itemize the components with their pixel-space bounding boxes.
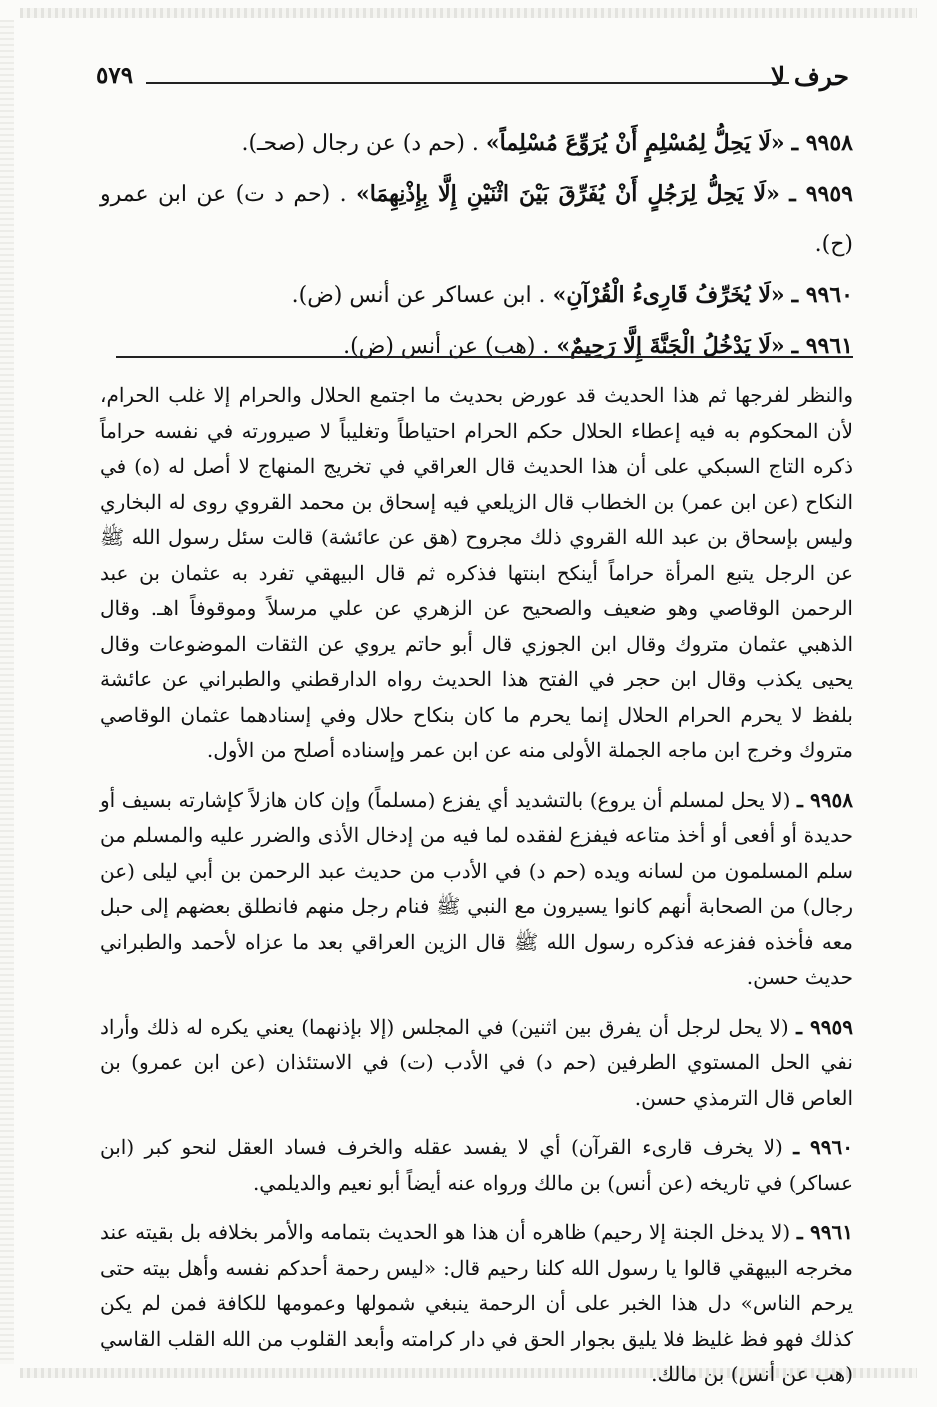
commentary-paragraph xyxy=(100,378,853,769)
commentary-text: (لا يحل لمسلم أن يروع) بالتشديد أي يفزع (مسلماً) وإن كان هازلاً كإشارته بسيف أو حديدة أو أفعى أو أخذ متاعه فيفزع لفقده لما فيه من إدخال الأذى والضرر عليه والمسلم من سلم المسلمون من لسانه ويده (حم د) في الأدب من حديث عبد الرحمن بن أبي ليلى (عن رجال) من الصحابة أنهم كانوا يسيرون مع النبي ﷺ فنام رجل منهم فانطلق بعضهم إلى حبل معه فأخذه ففزعه فذكره رسول الله ﷺ قال الزين العراقي بعد ما عزاه لأحمد والطبراني حديث حسن. xyxy=(100,787,853,989)
hadith-entry xyxy=(100,321,853,372)
commentary-paragraph xyxy=(100,1010,853,1117)
scan-edge-left xyxy=(0,20,14,1364)
commentary-section xyxy=(100,378,853,1407)
section-divider xyxy=(116,356,853,358)
commentary-paragraph xyxy=(100,1215,853,1393)
header-rule xyxy=(146,82,789,84)
commentary-paragraph xyxy=(100,1130,853,1201)
commentary-paragraph xyxy=(100,783,853,996)
hadith-number: ٩٩٥٩ ـ xyxy=(789,181,853,207)
commentary-number: ٩٩٦٠ ـ xyxy=(793,1135,854,1159)
commentary-number: ٩٩٥٩ ـ xyxy=(796,1014,854,1039)
commentary-text: (لا يدخل الجنة إلا رحيم) ظاهره أن هذا هو الحديث بتمامه والأمر بخلافه بل بقيته عند مخرجه البيهقي قالوا يا رسول الله كلنا رحيم قال: «ليس رحمة أحدكم نفسه وأهل بيته حتى يرحم الناس» دل هذا الخبر على أن الرحمة ينبغي شمولها وعمومها للكافة فمن لم يكن كذلك فهو فظ غليظ فلا يليق بجوار الحق في دار كرامته وأبعد القلوب من الله القلب القاسي (هب عن أنس) بن مالك. xyxy=(100,1220,854,1386)
running-title: حرف لا xyxy=(770,62,849,91)
hadith-text: «لَا يُخَرِّفُ قَارِىءُ الْقُرْآنِ» xyxy=(552,282,785,308)
hadith-list xyxy=(100,118,853,372)
commentary-text: (لا يحل لرجل أن يفرق بين اثنين) في المجلس (إلا بإذنهما) يعني يكره له ذلك وأراد نفي الحل المستوي الطرفين (حم د) في الأدب (ت) في الاستئذان (عن ابن عمرو) بن العاص قال الترمذي حسن. xyxy=(100,1014,853,1110)
hadith-source: . ابن عساكر عن أنس (ض). xyxy=(291,283,546,308)
hadith-number: ٩٩٦١ ـ xyxy=(791,333,853,359)
hadith-source: . (حم د ت) عن ابن عمرو (ح). xyxy=(100,182,853,257)
commentary-number: ٩٩٦١ ـ xyxy=(796,1220,853,1244)
hadith-entry xyxy=(100,270,853,321)
page-number: ٥٧٩ xyxy=(96,62,134,89)
hadith-source: . (حم د) عن رجال (صحـ). xyxy=(241,131,479,156)
page-header xyxy=(96,62,849,98)
commentary-number: ٩٩٥٨ ـ xyxy=(797,787,854,812)
scan-edge-top xyxy=(20,8,917,18)
commentary-text: والنظر لفرجها ثم هذا الحديث قد عورض بحديث ما اجتمع الحلال والحرام إلا غلب الحرام، لأن المحكوم به فيه إعطاء الحلال حكم الحرام احتياطاً وتغليباً لا صيرورته في نفسه حراماً ذكره التاج السبكي على أن هذا الحديث قال العراقي في تخريج المنهاج لا أصل له (ه) في النكاح (عن ابن عمر) بن الخطاب قال الزيلعي فيه إسحاق بن محمد القروي روى له البخاري وليس بإسحاق بن عبد الله القروي ذلك مجروح (هق عن عائشة) قالت سئل رسول الله ﷺ عن الرجل يتبع المرأة حراماً أينكح ابنتها فذكره ثم قال البيهقي تفرد به عثمان بن عبد الرحمن الوقاصي وهو ضعيف والصحيح عن الزهري عن علي مرسلاً وموقوفاً اهـ. وقال الذهبي عثمان متروك وقال ابن الجوزي قال أبو حاتم يروي عن الثقات الموضوعات وقال يحيى يكذب وقال ابن حجر في الفتح هذا الحديث رواه الدارقطني والطبراني عن عائشة بلفظ لا يحرم الحرام الحلال إنما يحرم ما كان بنكاح حلال وفي إسنادهما عثمان الوقاصي متروك وخرج ابن ماجه الجملة الأولى منه عن ابن عمر وإسناده أصلح من الأول. xyxy=(100,383,853,762)
hadith-text: «لَا يَحِلُّ لِرَجُلٍ أَنْ يُفَرِّقَ بَيْنَ اثْنَيْنِ إِلَّا بِإِذْنِهِمَا» xyxy=(355,181,780,207)
hadith-text: «لَا يَحِلُّ لِمُسْلِمٍ أَنْ يُرَوِّعَ مُسْلِماً» xyxy=(485,130,785,156)
hadith-source: . (هب) عن أنس (ض). xyxy=(343,334,550,359)
hadith-entry xyxy=(100,118,853,169)
hadith-text: «لَا يَدْخُلُ الْجَنَّةَ إِلَّا رَحِيمٌ» xyxy=(556,333,785,359)
hadith-number: ٩٩٥٨ ـ xyxy=(791,130,853,156)
commentary-text: (لا يخرف قارىء القرآن) أي لا يفسد عقله والخرف فساد العقل لنحو كبر (ابن عساكر) في تاريخه (عن أنس) بن مالك ورواه عنه أيضاً أبو نعيم والديلمي. xyxy=(100,1135,853,1195)
hadith-entry xyxy=(100,169,853,270)
hadith-number: ٩٩٦٠ ـ xyxy=(791,282,853,308)
